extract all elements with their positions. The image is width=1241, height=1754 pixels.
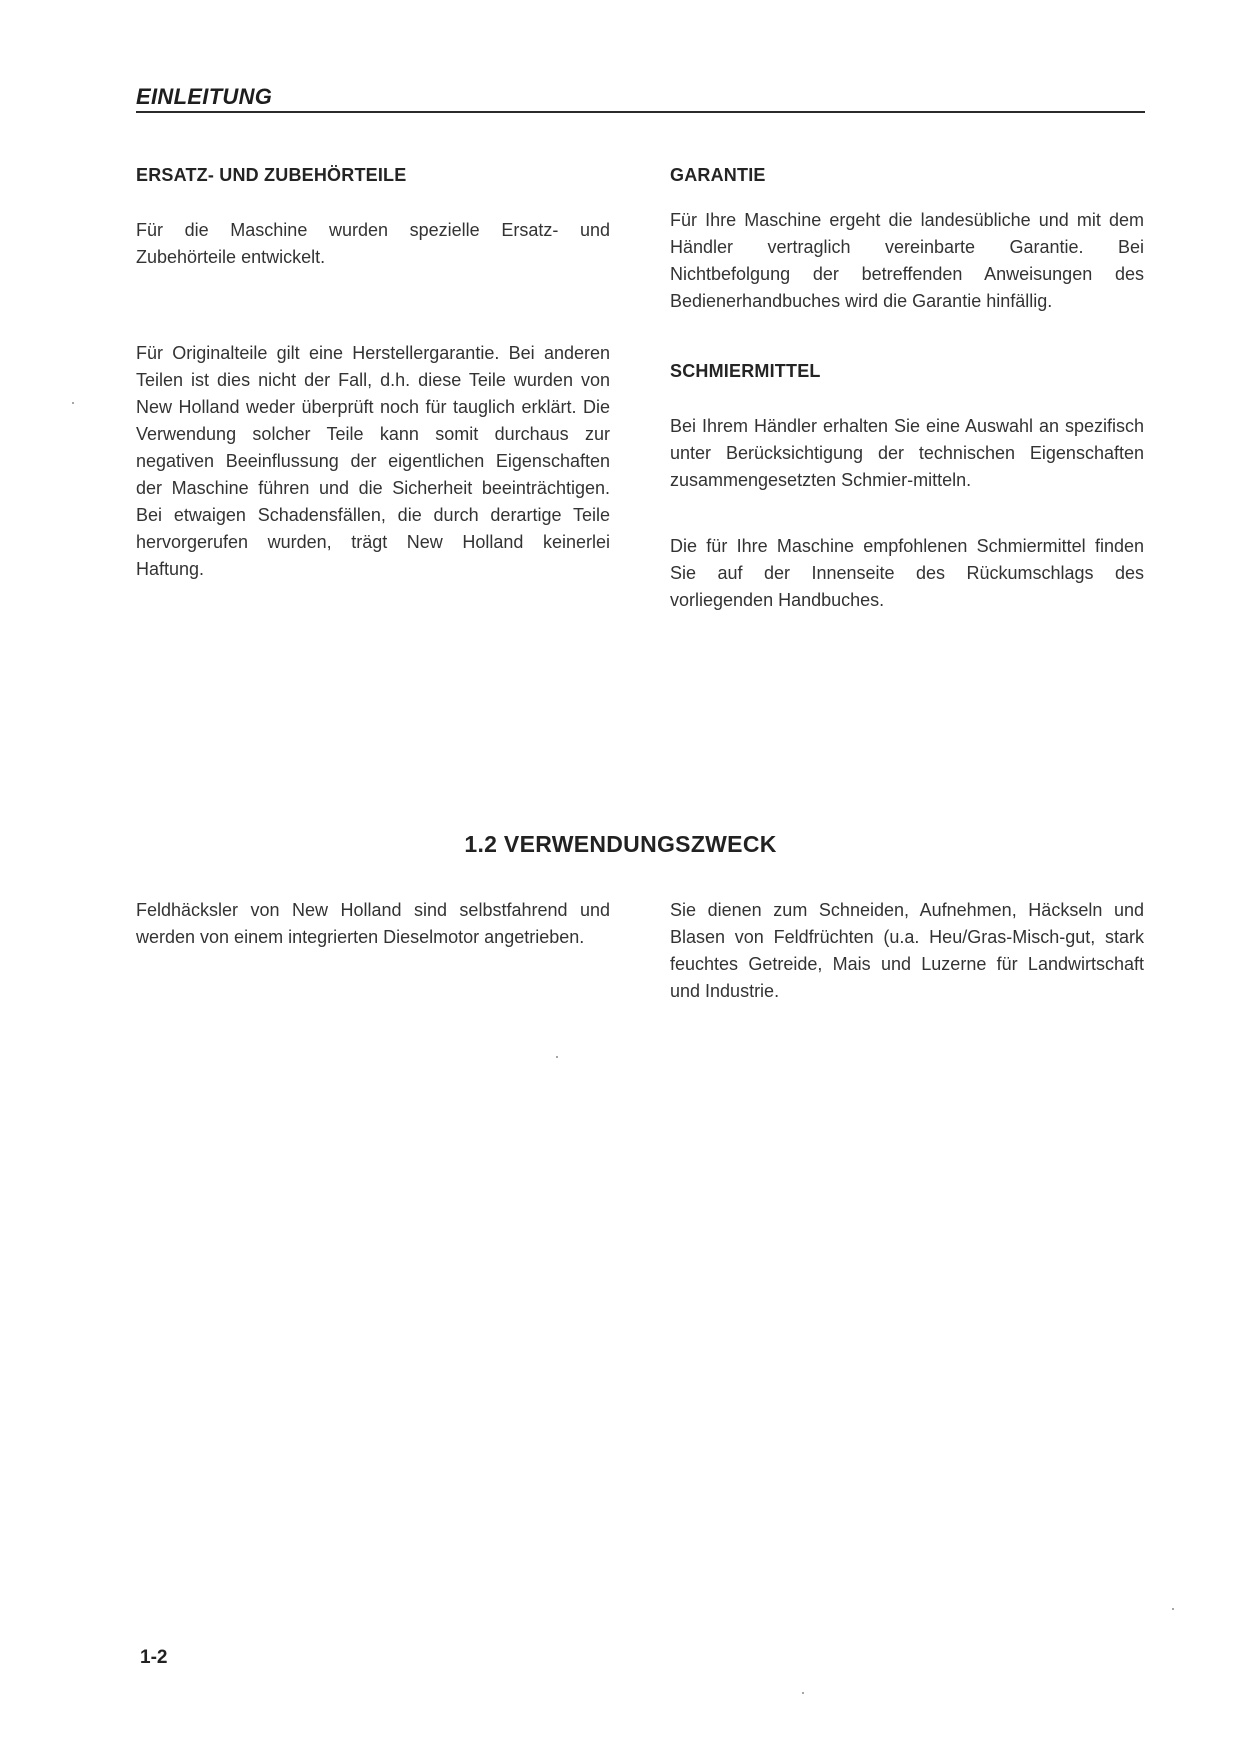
paragraph-verwendungszweck-left: Feldhäcksler von New Holland sind selbstfahrend und werden von einem integrierten Dieselmotor angetrieben. (136, 900, 610, 947)
paragraph-schmiermittel-auswahl: Bei Ihrem Händler erhalten Sie eine Auswahl an spezifisch unter Berücksichtigung der technischen Eigenschaften zusammengesetzten Schmier-mitteln. (670, 416, 1144, 490)
section-title-verwendungszweck: 1.2 VERWENDUNGSZWECK (464, 831, 777, 857)
heading-schmiermittel: SCHMIERMITTEL (670, 361, 821, 381)
scan-speck (802, 1692, 804, 1694)
scan-speck (72, 402, 74, 404)
paragraph-schmiermittel-empfehlung: Die für Ihre Maschine empfohlenen Schmiermittel finden Sie auf der Innenseite des Rückumschlags des vorliegenden Handbuches. (670, 536, 1144, 610)
paragraph-ersatzteile-garantie: Für Originalteile gilt eine Herstellergarantie. Bei anderen Teilen ist dies nicht der Fall, d.h. diese Teile wurden von New Holland weder überprüft noch für tauglich erklärt. Die Verwendung solcher Teile kann somit durchaus zur negativen Beeinflussung der eigentlichen Eigenschaften der Maschine führen und die Sicherheit beeinträchtigen. Bei etwaigen Schadensfällen, die durch derartige Teile hervorgerufen wurden, trägt New Holland keinerlei Haftung. (136, 343, 610, 579)
heading-garantie: GARANTIE (670, 165, 766, 185)
heading-ersatzteile: ERSATZ- UND ZUBEHÖRTEILE (136, 165, 407, 185)
header-divider (136, 111, 1145, 113)
scan-speck (556, 1056, 558, 1058)
paragraph-verwendungszweck-right: Sie dienen zum Schneiden, Aufnehmen, Häckseln und Blasen von Feldfrüchten (u.a. Heu/Gras-Misch-gut, stark feuchtes Getreide, Mais und Luzerne für Landwirtschaft und Industrie. (670, 900, 1144, 1001)
paragraph-ersatzteile-intro: Für die Maschine wurden spezielle Ersatz- und Zubehörteile entwickelt. (136, 220, 610, 267)
page-number: 1-2 (140, 1647, 168, 1668)
paragraph-garantie: Für Ihre Maschine ergeht die landesübliche und mit dem Händler vertraglich vereinbarte Garantie. Bei Nichtbefolgung der betreffenden Anweisungen des Bedienerhandbuches wird die Garantie hinfällig. (670, 210, 1144, 311)
chapter-title: EINLEITUNG (136, 84, 273, 109)
scan-speck (1172, 1608, 1174, 1610)
